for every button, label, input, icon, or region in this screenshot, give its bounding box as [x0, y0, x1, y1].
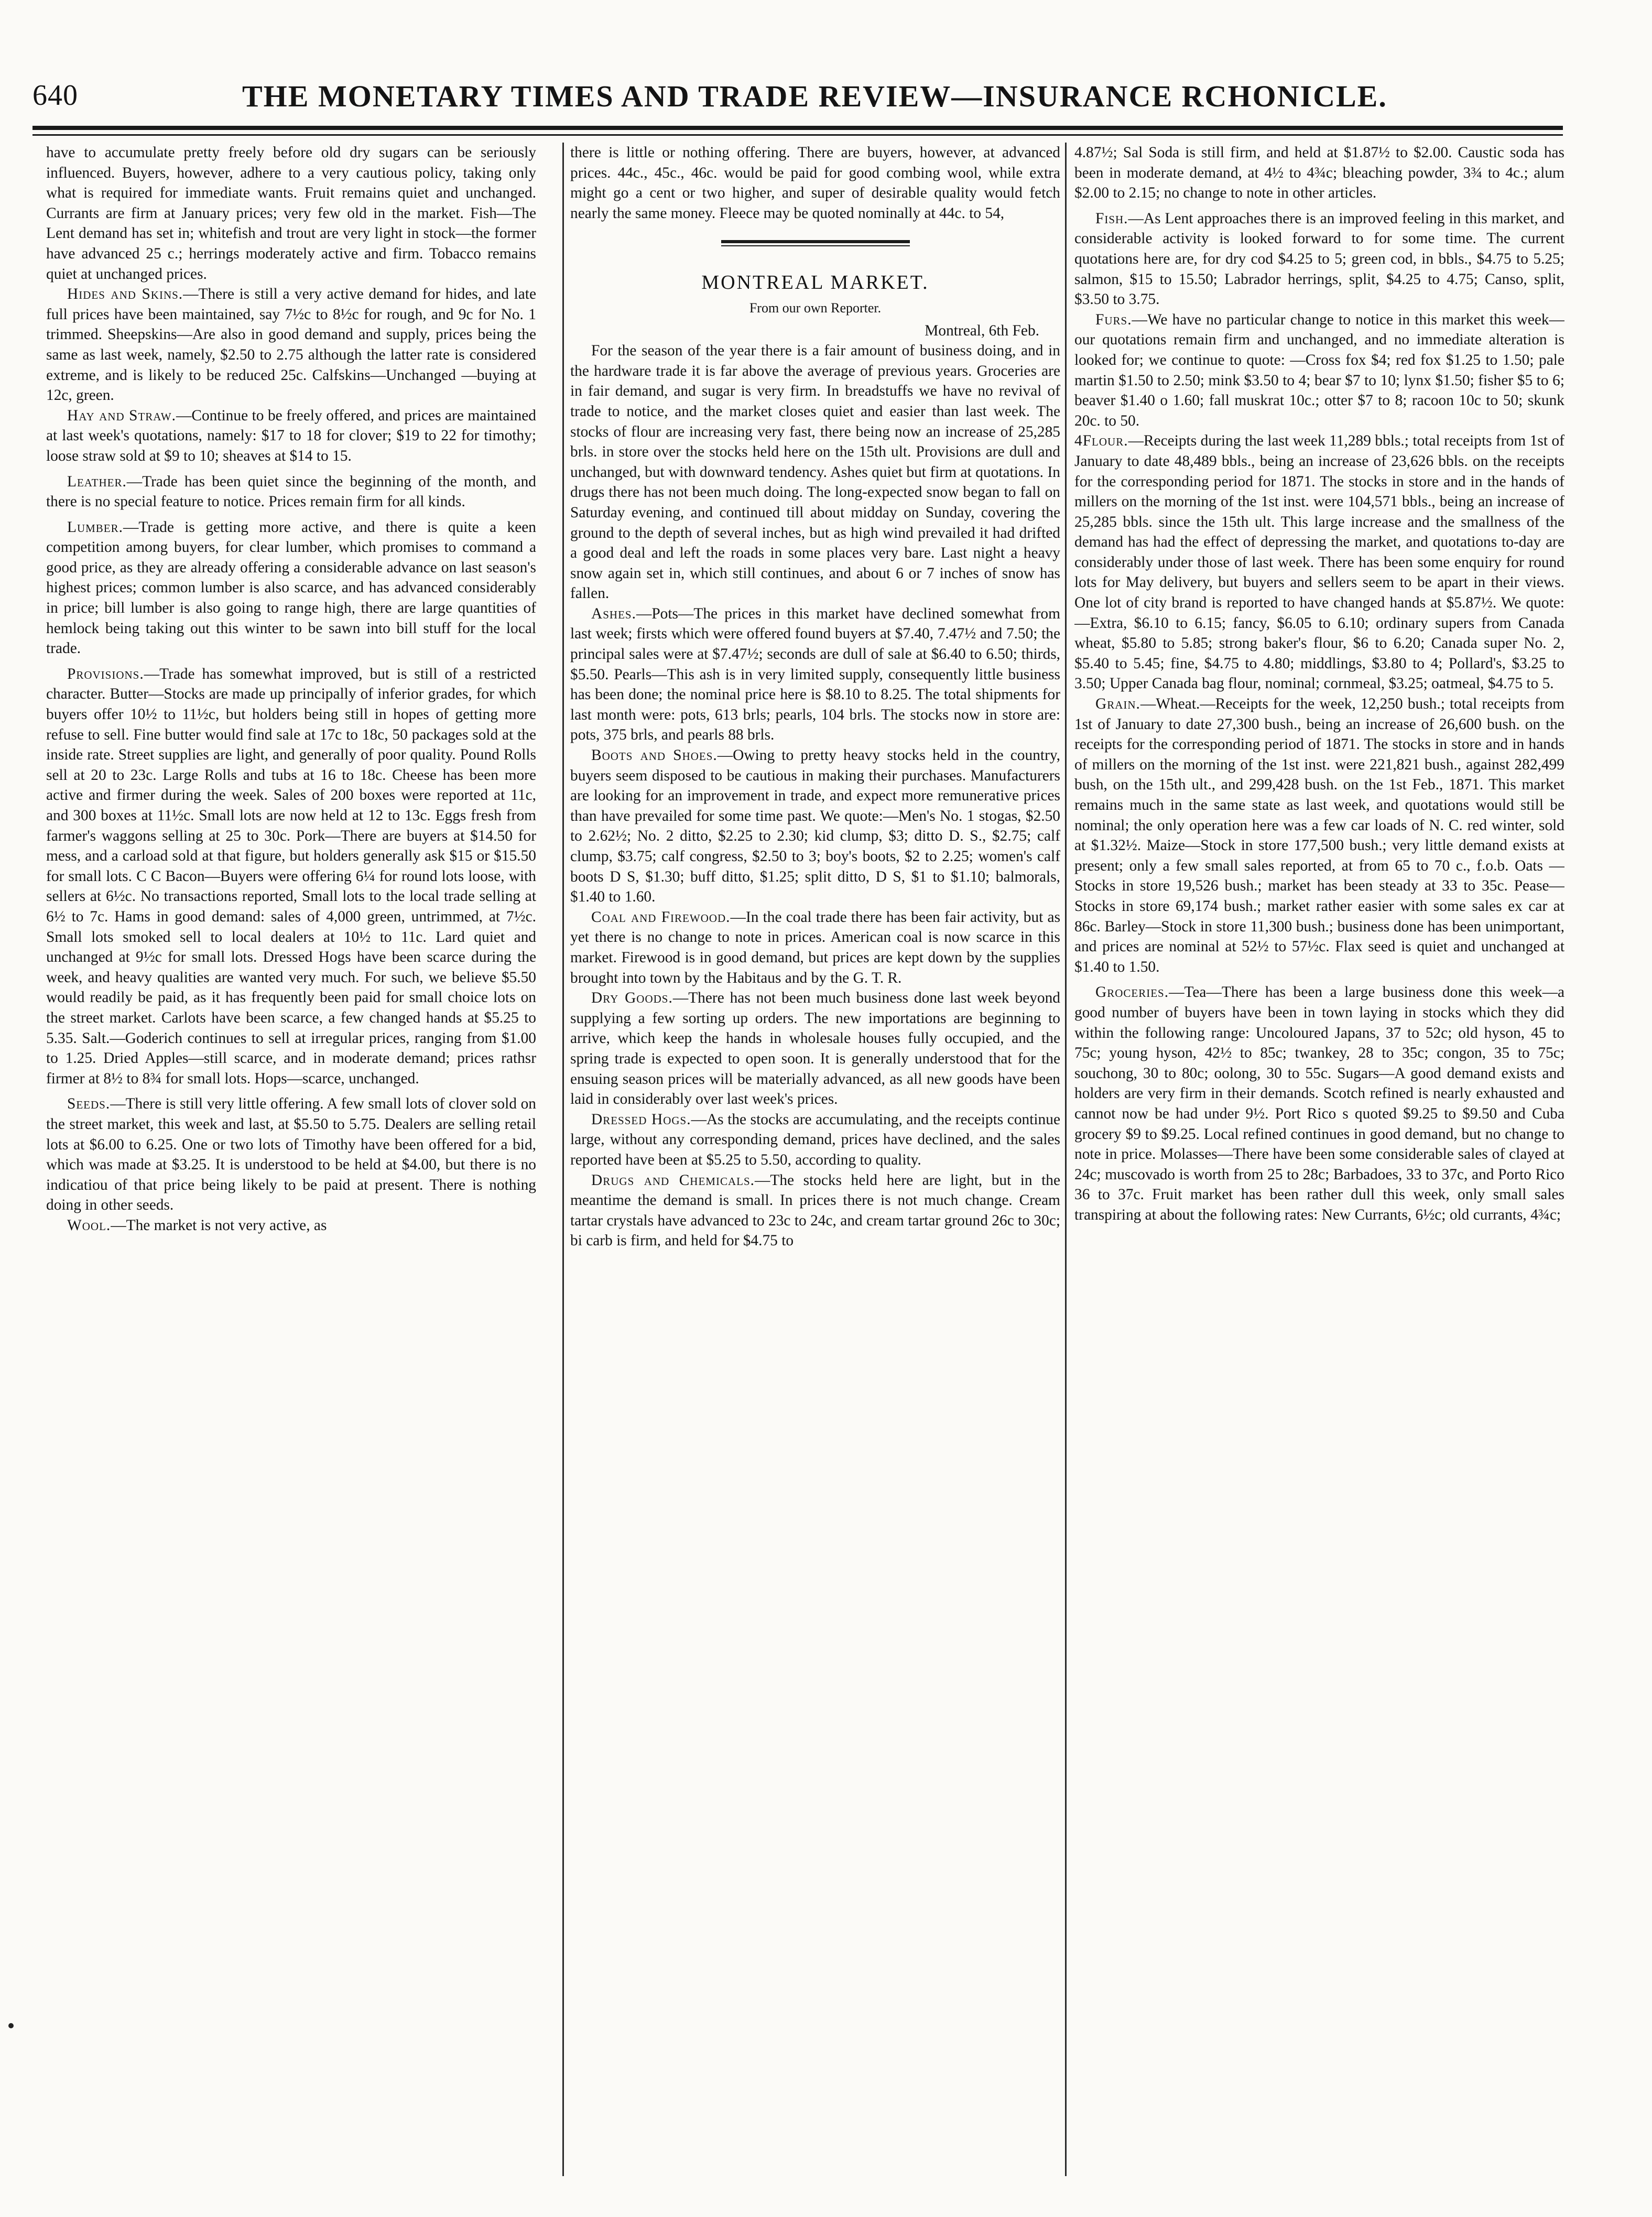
section-title: Wool. — [67, 1216, 111, 1234]
article-paragraph: —Continue to be freely offered, and prices are maintained at last week's quotations, namely: $17 to 18 for clover; $19 to 22 for timothy; loose straw sold at $9 to 10; sheaves at $14 to 15. — [46, 407, 536, 464]
section-title: Boots and Shoes. — [591, 747, 718, 764]
section-title: Coal and Firewood. — [591, 908, 731, 926]
column-divider — [1065, 143, 1067, 2176]
section-title: Provisions. — [67, 665, 144, 682]
column-3 — [1074, 143, 1564, 2176]
article-paragraph: —Trade is getting more active, and there is quite a keen competition among buyers, for clear lumber, which promises to command a good price, as they are already offering a considerable advance on last season's highest prices; common lumber is also scarce, and has advanced considerably in price; bill lumber is also going to range high, there are large quantities of hemlock being taking out this winter to be sawn into bill stuff for the local trade. — [46, 518, 536, 657]
section-divider — [721, 240, 910, 243]
article-paragraph: —Wheat.—Receipts for the week, 12,250 bush.; total receipts from 1st of January to date 27,300 bush., being an increase of 26,600 bush. on the receipts for the corresponding period of 1871. The stocks in store and in hands of millers on the morning of the 1st inst. were 221,821 bush., against 282,499 bush, on the 15th ult., and 299,428 bush. on the 1st Feb., 1871. This market remains much in the same state as last week, and quotations would still be nominal; the only operation here was a few car loads of N. C. red winter, sold at $1.32½. Maize—Stock in store 177,500 bush.; very little demand exists at present; only a few small sales reported, at from 65 to 70 c., f.o.b. Oats —Stocks in store 19,526 bush.; market has been steady at 33 to 35c. Pease—Stocks in store 69,174 bush.; market rather easier with some sales ex car at 86c. Barley—Stock in store 11,300 bush.; business done has been unimportant, and prices are nominal at 52½ to 57½c. Flax seed is quiet and unchanged at $1.40 to 1.50. — [1074, 695, 1564, 975]
header-rule-thin — [32, 134, 1563, 136]
section-title: Hay and Straw. — [67, 407, 176, 424]
section-title: Seeds. — [67, 1095, 111, 1113]
article-paragraph: —Trade has somewhat improved, but is still of a restricted character. Butter—Stocks are made up principally of inferior grades, for which buyers offer 10½ to 11½c, but holders being still in hopes of getting more refuse to sell. Fine butter would find sale at 17c to 18c, 50 packages sold at the inside rate. Street supplies are light, and generally of poor quality. Pound Rolls sell at 20 to 23c. Large Rolls and tubs at 16 to 18c. Cheese has been more active and firmer during the week. Sales of 200 boxes were reported at 11c, and 300 boxes at 11½c. Small lots are now held at 12 to 13c. Eggs fresh from farmer's waggons selling at 25 to 30c. Pork—There are buyers at $14.50 for mess, and a carload sold at that figure, but holders generally ask $15 or $15.50 for small lots. C C Bacon—Buyers were offering 6¼ for round lots loose, with sellers at 6½c. No transactions reported, Small lots to the local trade selling at 6½ to 7c. Hams in good demand: sales of 4,000 green, untrimmed, at 7½c. Small lots smoked sell to local dealers at 10½ to 11c. Lard quiet and unchanged at 9½c for small lots. Dressed Hogs have been scarce during the week, and heavy qualities are wanted very much. For such, we believe $5.50 would readily be paid, as it has frequently been paid for small choice lots on the street market. Carlots have been scarce, a few changed hands at $5.25 to 5.35. Salt.—Goderich continues to sell at irregular prices, ranging from $1.00 to 1.25. Dried Apples—still scarce, and in moderate demand; prices rathsr firmer at 8½ to 8¾ for small lots. Hops—scarce, unchanged. — [46, 665, 536, 1087]
article-paragraph: —Owing to pretty heavy stocks held in the country, buyers seem disposed to be cautious in making their purchases. Manufacturers are looking for an improvement in trade, and expect more remunerative prices than have prevailed for some time past. We quote:—Men's No. 1 stogas, $2.50 to 2.62½; No. 2 ditto, $2.25 to 2.30; kid clump, $3; ditto D. S., $2.75; calf clump, $3.75; calf congress, $2.50 to 3; boy's boots, $2 to 2.25; women's calf boots D S, $1.30; buff ditto, $1.25; split ditto, D S, $1 to $1.10; balmorals, $1.40 to 1.60. — [570, 747, 1060, 906]
article-paragraph: there is little or nothing offering. There are buyers, however, at advanced prices. 44c., 45c., 46c. would be paid for good combing wool, while extra might go a cent or two higher, and super of desirable quality would fetch nearly the same money. Fleece may be quoted nominally at 44c. to 54, — [570, 144, 1060, 222]
article-paragraph: —Receipts during the last week 11,289 bbls.; total receipts from 1st of January to date 48,489 bbls., being an increase of 23,626 bbls. on the receipts for the corresponding period for 1871. The stocks in store and in the hands of millers on the morning of the 1st inst. were 104,571 bbls., being an increase of 25,285 bbls. since the 15th ult. This large increase and the smallness of the demand has had the effect of depressing the market, and quotations to-day are considerably under those of last week. There has been some enquiry for round lots for May delivery, but buyers and sellers seem to be apart in their views. One lot of city brand is reported to have changed hands at $5.87½. We quote:—Extra, $6.10 to 6.15; fancy, $6.05 to 6.10; ordinary supers from Canada wheat, $5.80 to 5.85; strong baker's flour, $6 to 6.20; Canada super No. 2, $5.40 to 5.45; fine, $4.75 to 4.80; middlings, $3.80 to 4; Pollard's, $3.25 to 3.50; Upper Canada bag flour, nominal; cornmeal, $3.25; oatmeal, $4.75 to 5. — [1074, 432, 1564, 692]
article-paragraph: have to accumulate pretty freely before old dry sugars can be seriously influenced. Buyers, however, adhere to a very cautious policy, taking only what is required for immediate wants. Fruit remains quiet and unchanged. Currants are firm at January prices; very few old in the market. Fish—The Lent demand has set in; whitefish and trout are very light in stock—the former have advanced 25 c.; herrings moderately active and firm. Tobacco remains quiet at unchanged prices. — [46, 144, 536, 282]
running-head: THE MONETARY TIMES AND TRADE REVIEW—INSURANCE RCHONICLE. — [242, 79, 1387, 113]
article-paragraph: —There is still very little offering. A few small lots of clover sold on the street market, this week and last, at $5.50 to 5.75. Dealers are selling retail lots at $6.00 to 6.25. One or two lots of Timothy have been offered for a bid, which was made at $3.25. It is understood to be held at $4.00, but there is no indicatiou of that price being likely to be paid at present. There is nothing doing in other seeds. — [46, 1095, 536, 1214]
article-paragraph: —The stocks held here are light, but in the meantime the demand is small. In prices there is not much change. Cream tartar crystals have advanced to 23c to 24c, and cream tartar ground 26c to 30c; bi carb is firm, and held for $4.75 to — [570, 1171, 1060, 1249]
page-header — [32, 79, 1563, 121]
section-title: Dressed Hogs. — [591, 1111, 691, 1128]
section-divider — [721, 245, 910, 246]
article-paragraph: —There has not been much business done last week beyond supplying a few sorting up orders. The new importations are beginning to arrive, which keep the hands in wholesale houses fully occupied, and the spring trade is expected to open soon. It is generally understood that for the ensuing season prices will be materially advanced, as all new goods have been laid in considerably over last week's prices. — [570, 990, 1060, 1108]
article-paragraph: For the season of the year there is a fair amount of business doing, and in the hardware trade it is far above the average of previous years. Groceries are in fair demand, and sugar is very firm. In breadstuffs we have no revival of trade to notice, and the market closes quiet and easier than last week. The stocks of flour are increasing very fast, there being now an increase of 25,285 brls. in store over the stocks held here on the 15th ult. Provisions are dull and unchanged, but with downward tendency. Ashes quiet but firm at quotations. In drugs there has not been much doing. The long-expected snow began to fall on Saturday evening, and continued till about midday on Sunday, covering the ground to the depth of several inches, but as high wind prevailed it had drifted a good deal and left the roads in some places very bare. Last night a heavy snow again set in, which still continues, and about 6 or 7 inches of snow has fallen. — [570, 342, 1060, 602]
section-title: Hides and Skins. — [67, 286, 183, 303]
section-title: 4Flour. — [1074, 432, 1128, 450]
section-title: Grain. — [1095, 695, 1140, 713]
print-speck — [8, 2023, 14, 2028]
section-title: Furs. — [1095, 311, 1132, 328]
page-number: 640 — [32, 79, 78, 112]
article-paragraph: —The market is not very active, as — [111, 1216, 327, 1234]
section-title: Lumber. — [67, 518, 123, 536]
section-title: Groceries. — [1095, 984, 1169, 1001]
article-paragraph: —We have no particular change to notice in this market this week—our quotations remain firm and unchanged, and no immediate alteration is looked for; we continue to quote: —Cross fox $4; red fox $1.25 to 1.50; pale martin $1.50 to 2.50; mink $3.50 to 4; bear $7 to 10; lynx $1.50; fisher $5 to 6; beaver $1.40 o 1.60; fall muskrat 10c.; otter $7 to 8; racoon 10c to 50; skunk 20c. to 50. — [1074, 311, 1564, 429]
column-divider — [562, 143, 564, 2176]
column-1 — [46, 143, 536, 2176]
header-rule-thick — [32, 126, 1563, 130]
article-paragraph: —In the coal trade there has been fair activity, but as yet there is no change to note in prices. American coal is now scarce in this market. Firewood is in good demand, but prices are kept down by the supplies brought into town by the Habitaus and by the G. T. R. — [570, 908, 1060, 986]
article-paragraph: —There is still a very active demand for hides, and late full prices have been maintained, say 7½c to 8½c for rough, and 9c for No. 1 trimmed. Sheepskins—Are also in good demand and supply, prices being the same as last week, namely, $2.50 to 2.75 although the latter rate is considered extreme, and is likely to be reduced 25c. Calfskins—Unchanged —buying at 12c, green. — [46, 286, 536, 404]
section-title: Ashes. — [591, 605, 636, 622]
section-title: Fish. — [1095, 210, 1128, 227]
section-title: Leather. — [67, 473, 127, 490]
byline: From our own Reporter. — [749, 300, 882, 316]
section-title: Dry Goods. — [591, 990, 673, 1007]
dateline: Montreal, 6th Feb. — [925, 322, 1039, 339]
article-paragraph: —Trade has been quiet since the beginning of the month, and there is no special feature to notice. Prices remain firm for all kinds. — [46, 473, 536, 510]
article-paragraph: 4.87½; Sal Soda is still firm, and held at $1.87½ to $2.00. Caustic soda has been in moderate demand, at 4½ to 4¾c; bleaching powder, 3¾ to 4c.; alum $2.00 to 2.15; no change to note in other articles. — [1074, 144, 1564, 202]
article-paragraph: —As Lent approaches there is an improved feeling in this market, and considerable activity is looked forward to for some time. The current quotations here are, for dry cod $4.25 to 5; green cod, in bbls., $4.75 to 5.25; salmon, $15 to 15.50; Labrador herrings, split, $4.25 to 4.75; Canso, split, $3.50 to 3.75. — [1074, 210, 1564, 308]
article-paragraph: —Pots—The prices in this market have declined somewhat from last week; firsts which were offered found buyers at $7.40, 7.47½ and 7.50; the principal sales were at $7.47½; seconds are dull of sale at $6.40 to 6.50; thirds, $5.50. Pearls—This ash is in very limited supply, consequently little business has been done; the nominal price here is $8.10 to 8.25. The total shipments for last month were: pots, 613 brls; pearls, 104 brls. The stocks now in store are: pots, 375 brls, and pearls 88 brls. — [570, 605, 1060, 744]
section-title: Drugs and Chemicals. — [591, 1171, 755, 1189]
column-2 — [570, 143, 1060, 2176]
market-heading: MONTREAL MARKET. — [701, 271, 929, 294]
article-paragraph: —Tea—There has been a large business done this week—a good number of buyers have been in town laying in stocks which they did within the following range: Uncoloured Japans, 37 to 52c; old hyson, 45 to 75c; young hyson, 42½ to 85c; twankey, 28 to 35c; congon, 35 to 75c; souchong, 30 to 80c; oolong, 30 to 55c. Sugars—A good demand exists and holders are very firm in their demands. Scotch refined is nearly exhausted and cannot now be had under 9½. Port Rico s quoted $9.25 to $9.50 and Cuba grocery $9 to $9.25. Local refined continues in good demand, but no change to note in price. Molasses—There have been some considerable sales of clayed at 24c; muscovado is worth from 25 to 28c; Barbadoes, 33 to 37c, and Porto Rico 36 to 37c. Fruit market has been rather dull this week, only small sales transpiring at about the following rates: New Currants, 6½c; old currants, 4¾c; — [1074, 984, 1564, 1223]
article-paragraph: —As the stocks are accumulating, and the receipts continue large, without any corresponding demand, prices have declined, and the sales reported have been at $5.25 to 5.50, according to quality. — [570, 1111, 1060, 1168]
